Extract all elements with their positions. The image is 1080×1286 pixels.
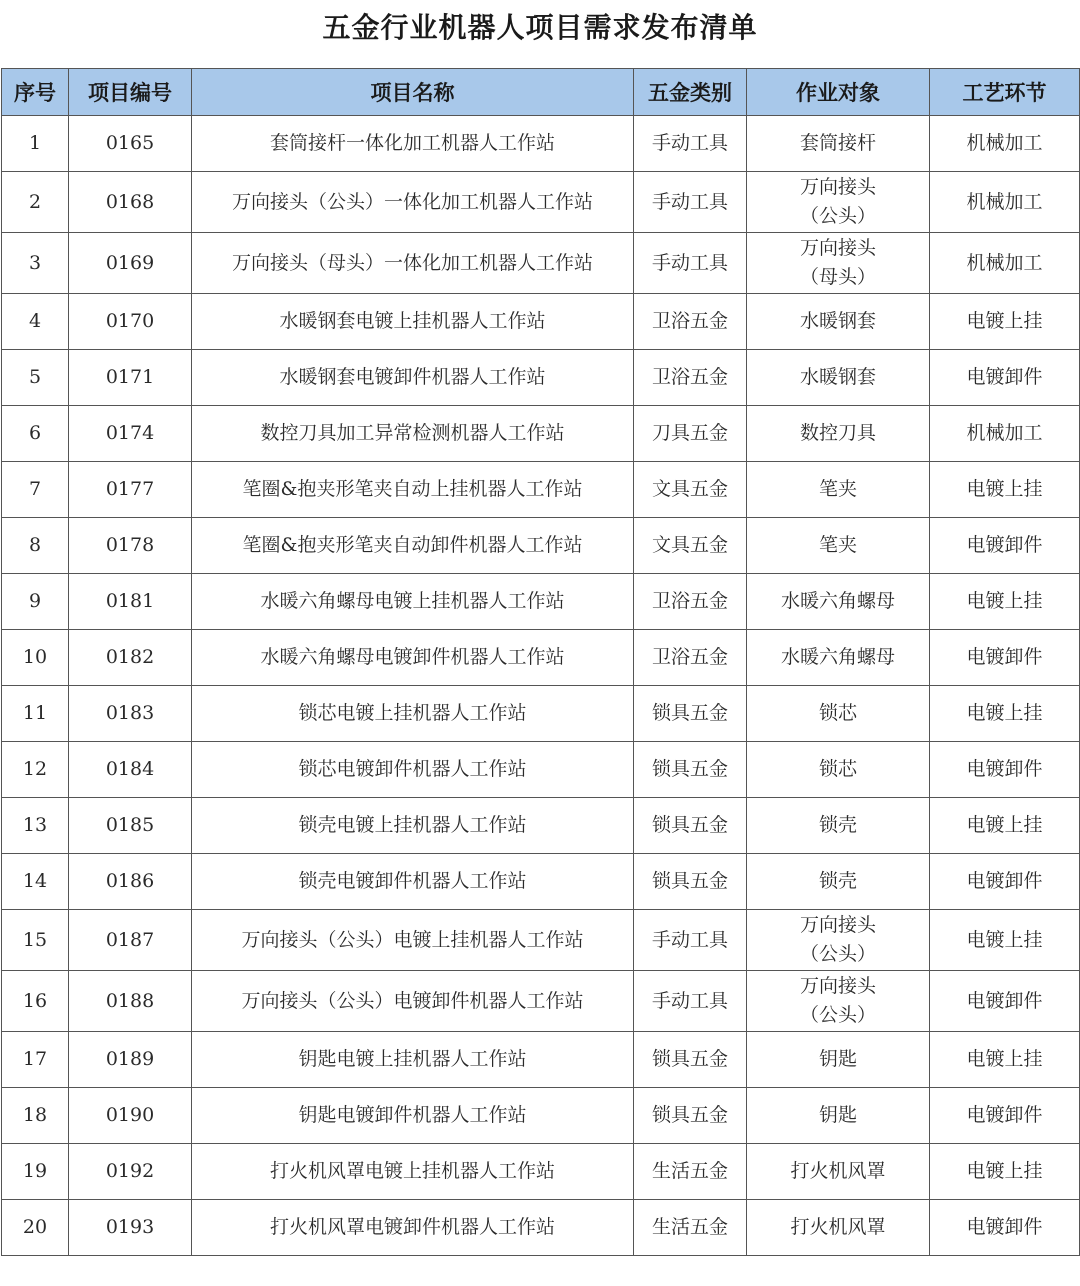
cell-name: 水暖六角螺母电镀卸件机器人工作站 bbox=[192, 630, 634, 686]
table-row bbox=[2, 630, 1080, 686]
cell-no: 10 bbox=[2, 630, 69, 686]
cell-process: 电镀卸件 bbox=[930, 854, 1080, 910]
cell-no: 14 bbox=[2, 854, 69, 910]
cell-no: 19 bbox=[2, 1144, 69, 1200]
cell-code: 0168 bbox=[69, 172, 192, 233]
header-row bbox=[2, 69, 1080, 116]
table-header bbox=[2, 69, 1080, 116]
cell-code: 0170 bbox=[69, 294, 192, 350]
cell-process: 电镀卸件 bbox=[930, 1088, 1080, 1144]
cell-no: 3 bbox=[2, 233, 69, 294]
column-header-object: 作业对象 bbox=[747, 69, 930, 116]
cell-no: 9 bbox=[2, 574, 69, 630]
page-title: 五金行业机器人项目需求发布清单 bbox=[322, 11, 758, 44]
cell-category: 锁具五金 bbox=[634, 686, 747, 742]
table-row bbox=[2, 686, 1080, 742]
table-row bbox=[2, 1088, 1080, 1144]
cell-object bbox=[747, 910, 930, 971]
table-row bbox=[2, 116, 1080, 172]
cell-category: 手动工具 bbox=[634, 971, 747, 1032]
cell-code: 0190 bbox=[69, 1088, 192, 1144]
column-header-process: 工艺环节 bbox=[930, 69, 1080, 116]
cell-name: 锁壳电镀卸件机器人工作站 bbox=[192, 854, 634, 910]
table-row bbox=[2, 742, 1080, 798]
cell-object-line: 万向接头 bbox=[799, 176, 876, 198]
cell-process: 电镀卸件 bbox=[930, 630, 1080, 686]
cell-object-line: 笔夹 bbox=[818, 534, 857, 556]
cell-category: 卫浴五金 bbox=[634, 294, 747, 350]
cell-object-line: 钥匙 bbox=[818, 1048, 857, 1070]
cell-name: 套筒接杆一体化加工机器人工作站 bbox=[192, 116, 634, 172]
cell-process: 机械加工 bbox=[930, 116, 1080, 172]
cell-object bbox=[747, 350, 930, 406]
table-row bbox=[2, 1032, 1080, 1088]
cell-object bbox=[747, 574, 930, 630]
cell-process: 电镀上挂 bbox=[930, 462, 1080, 518]
cell-object-line: 锁芯 bbox=[818, 758, 857, 780]
cell-name: 万向接头（母头）一体化加工机器人工作站 bbox=[192, 233, 634, 294]
cell-name: 打火机风罩电镀上挂机器人工作站 bbox=[192, 1144, 634, 1200]
cell-no: 2 bbox=[2, 172, 69, 233]
cell-name: 锁芯电镀上挂机器人工作站 bbox=[192, 686, 634, 742]
cell-object bbox=[747, 518, 930, 574]
table-row bbox=[2, 462, 1080, 518]
cell-category: 文具五金 bbox=[634, 462, 747, 518]
cell-object-line: 数控刀具 bbox=[799, 422, 876, 444]
cell-object bbox=[747, 1032, 930, 1088]
cell-name: 锁芯电镀卸件机器人工作站 bbox=[192, 742, 634, 798]
cell-code: 0193 bbox=[69, 1200, 192, 1256]
cell-object-line: 钥匙 bbox=[818, 1104, 857, 1126]
cell-process: 电镀上挂 bbox=[930, 1032, 1080, 1088]
table-row bbox=[2, 518, 1080, 574]
cell-object bbox=[747, 1144, 930, 1200]
column-header-category: 五金类别 bbox=[634, 69, 747, 116]
cell-object bbox=[747, 971, 930, 1032]
cell-code: 0186 bbox=[69, 854, 192, 910]
cell-category: 手动工具 bbox=[634, 116, 747, 172]
cell-name: 万向接头（公头）一体化加工机器人工作站 bbox=[192, 172, 634, 233]
cell-code: 0171 bbox=[69, 350, 192, 406]
cell-name: 水暖钢套电镀上挂机器人工作站 bbox=[192, 294, 634, 350]
cell-code: 0178 bbox=[69, 518, 192, 574]
table-row bbox=[2, 350, 1080, 406]
cell-code: 0182 bbox=[69, 630, 192, 686]
cell-category: 生活五金 bbox=[634, 1144, 747, 1200]
cell-code: 0169 bbox=[69, 233, 192, 294]
cell-object-line: （公头） bbox=[799, 205, 876, 227]
table-row bbox=[2, 294, 1080, 350]
cell-process: 电镀上挂 bbox=[930, 910, 1080, 971]
cell-object bbox=[747, 462, 930, 518]
cell-object-line: 打火机风罩 bbox=[790, 1160, 886, 1182]
cell-process: 电镀卸件 bbox=[930, 1200, 1080, 1256]
cell-object-line: 水暖钢套 bbox=[799, 366, 876, 388]
cell-object-line: 锁壳 bbox=[818, 814, 857, 836]
cell-code: 0183 bbox=[69, 686, 192, 742]
cell-object bbox=[747, 1200, 930, 1256]
table-row bbox=[2, 406, 1080, 462]
cell-process: 电镀上挂 bbox=[930, 1144, 1080, 1200]
cell-no: 12 bbox=[2, 742, 69, 798]
cell-object-line: 水暖六角螺母 bbox=[780, 590, 895, 612]
cell-no: 16 bbox=[2, 971, 69, 1032]
cell-no: 5 bbox=[2, 350, 69, 406]
cell-category: 锁具五金 bbox=[634, 1088, 747, 1144]
cell-code: 0187 bbox=[69, 910, 192, 971]
cell-object-line: 打火机风罩 bbox=[790, 1216, 886, 1238]
cell-process: 电镀卸件 bbox=[930, 518, 1080, 574]
cell-category: 锁具五金 bbox=[634, 742, 747, 798]
cell-process: 电镀卸件 bbox=[930, 742, 1080, 798]
cell-object-line: （母头） bbox=[799, 266, 876, 288]
cell-no: 15 bbox=[2, 910, 69, 971]
cell-no: 1 bbox=[2, 116, 69, 172]
cell-object-line: （公头） bbox=[799, 1004, 876, 1026]
cell-category: 锁具五金 bbox=[634, 1032, 747, 1088]
cell-name: 锁壳电镀上挂机器人工作站 bbox=[192, 798, 634, 854]
cell-object-line: 万向接头 bbox=[799, 975, 876, 997]
column-header-no: 序号 bbox=[2, 69, 69, 116]
cell-name: 笔圈&抱夹形笔夹自动卸件机器人工作站 bbox=[192, 518, 634, 574]
table-row bbox=[2, 910, 1080, 971]
cell-code: 0188 bbox=[69, 971, 192, 1032]
cell-no: 8 bbox=[2, 518, 69, 574]
cell-category: 卫浴五金 bbox=[634, 574, 747, 630]
cell-no: 7 bbox=[2, 462, 69, 518]
cell-no: 17 bbox=[2, 1032, 69, 1088]
column-header-name: 项目名称 bbox=[192, 69, 634, 116]
cell-object-line: 锁芯 bbox=[818, 702, 857, 724]
cell-code: 0189 bbox=[69, 1032, 192, 1088]
cell-code: 0192 bbox=[69, 1144, 192, 1200]
cell-category: 手动工具 bbox=[634, 910, 747, 971]
cell-object-line: 锁壳 bbox=[818, 870, 857, 892]
cell-code: 0174 bbox=[69, 406, 192, 462]
cell-no: 11 bbox=[2, 686, 69, 742]
cell-code: 0184 bbox=[69, 742, 192, 798]
table-row bbox=[2, 172, 1080, 233]
cell-no: 20 bbox=[2, 1200, 69, 1256]
cell-category: 手动工具 bbox=[634, 233, 747, 294]
cell-name: 钥匙电镀卸件机器人工作站 bbox=[192, 1088, 634, 1144]
cell-process: 电镀卸件 bbox=[930, 971, 1080, 1032]
cell-process: 电镀上挂 bbox=[930, 798, 1080, 854]
cell-category: 锁具五金 bbox=[634, 854, 747, 910]
cell-name: 水暖六角螺母电镀上挂机器人工作站 bbox=[192, 574, 634, 630]
cell-no: 18 bbox=[2, 1088, 69, 1144]
cell-object bbox=[747, 686, 930, 742]
cell-object bbox=[747, 172, 930, 233]
cell-process: 电镀上挂 bbox=[930, 686, 1080, 742]
cell-object bbox=[747, 116, 930, 172]
cell-object bbox=[747, 854, 930, 910]
cell-process: 机械加工 bbox=[930, 406, 1080, 462]
column-header-code: 项目编号 bbox=[69, 69, 192, 116]
cell-object bbox=[747, 294, 930, 350]
cell-code: 0185 bbox=[69, 798, 192, 854]
cell-name: 水暖钢套电镀卸件机器人工作站 bbox=[192, 350, 634, 406]
cell-object-line: 万向接头 bbox=[799, 914, 876, 936]
cell-name: 打火机风罩电镀卸件机器人工作站 bbox=[192, 1200, 634, 1256]
cell-object-line: 笔夹 bbox=[818, 478, 857, 500]
cell-name: 万向接头（公头）电镀卸件机器人工作站 bbox=[192, 971, 634, 1032]
table-row bbox=[2, 971, 1080, 1032]
cell-name: 笔圈&抱夹形笔夹自动上挂机器人工作站 bbox=[192, 462, 634, 518]
cell-code: 0165 bbox=[69, 116, 192, 172]
cell-process: 电镀上挂 bbox=[930, 294, 1080, 350]
cell-name: 万向接头（公头）电镀上挂机器人工作站 bbox=[192, 910, 634, 971]
cell-process: 电镀卸件 bbox=[930, 350, 1080, 406]
cell-object bbox=[747, 406, 930, 462]
table-row bbox=[2, 798, 1080, 854]
requirements-table bbox=[1, 68, 1080, 1256]
cell-object bbox=[747, 1088, 930, 1144]
cell-no: 6 bbox=[2, 406, 69, 462]
cell-category: 手动工具 bbox=[634, 172, 747, 233]
cell-category: 卫浴五金 bbox=[634, 350, 747, 406]
cell-category: 锁具五金 bbox=[634, 798, 747, 854]
cell-code: 0181 bbox=[69, 574, 192, 630]
cell-category: 文具五金 bbox=[634, 518, 747, 574]
cell-category: 刀具五金 bbox=[634, 406, 747, 462]
cell-object bbox=[747, 742, 930, 798]
table-body bbox=[2, 116, 1080, 1256]
cell-object-line: （公头） bbox=[799, 943, 876, 965]
cell-no: 4 bbox=[2, 294, 69, 350]
cell-name: 钥匙电镀上挂机器人工作站 bbox=[192, 1032, 634, 1088]
cell-no: 13 bbox=[2, 798, 69, 854]
cell-object-line: 万向接头 bbox=[799, 237, 876, 259]
table-row bbox=[2, 1200, 1080, 1256]
table-row bbox=[2, 854, 1080, 910]
cell-object bbox=[747, 798, 930, 854]
table-row bbox=[2, 233, 1080, 294]
cell-object bbox=[747, 233, 930, 294]
cell-object-line: 水暖六角螺母 bbox=[780, 646, 895, 668]
cell-name: 数控刀具加工异常检测机器人工作站 bbox=[192, 406, 634, 462]
cell-process: 电镀上挂 bbox=[930, 574, 1080, 630]
cell-object bbox=[747, 630, 930, 686]
table-row bbox=[2, 1144, 1080, 1200]
cell-process: 机械加工 bbox=[930, 172, 1080, 233]
cell-process: 机械加工 bbox=[930, 233, 1080, 294]
cell-code: 0177 bbox=[69, 462, 192, 518]
cell-category: 生活五金 bbox=[634, 1200, 747, 1256]
cell-object-line: 水暖钢套 bbox=[799, 310, 876, 332]
cell-category: 卫浴五金 bbox=[634, 630, 747, 686]
cell-object-line: 套筒接杆 bbox=[799, 132, 876, 154]
table-row bbox=[2, 574, 1080, 630]
